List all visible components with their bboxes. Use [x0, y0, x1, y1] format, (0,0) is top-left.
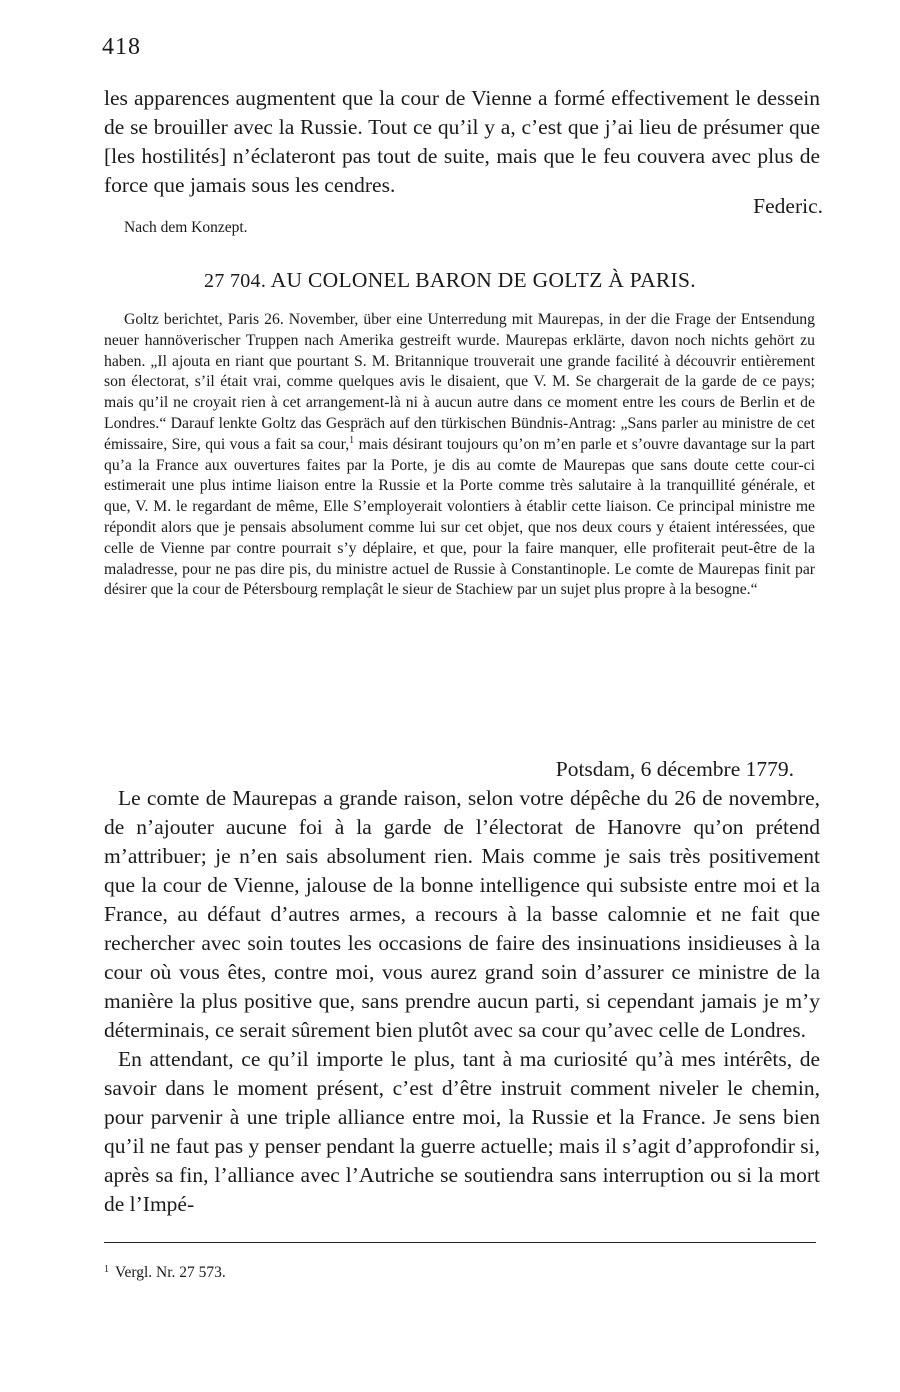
footnote-divider: [104, 1242, 816, 1243]
date-line: Potsdam, 6 décembre 1779.: [555, 757, 794, 781]
letter-title: AU COLONEL BARON DE GOLTZ À PARIS.: [270, 268, 696, 292]
source-note: Nach dem Konzept.: [124, 219, 248, 236]
footnote-reference: 1: [349, 434, 355, 446]
letter-heading: [0, 268, 900, 293]
letter-number: 27 704.: [204, 270, 267, 292]
summary-text-continued: mais désirant toujours qu’on m’en parle et s’ouvre davantage sur la part qu’a la France aux ouvertures faites par la Porte, je dis au comte de Maurepas que sans doute cette cour-ci estimerait une plus intime liaison entre la Russie et la Porte comme très salutaire à la tranquillité générale, et que, V. M. le regardant de même, Elle S’employerait volontiers à établir cette liaison. Ce principal ministre me répondit alors que je pensais absolument comme lui sur cet objet, que nos deux cours y étaient intéressées, que celle de Vienne par contre pourrait s’y déplaire, et que, pour la faire manquer, elle profiterait peut-être de la maladresse, pour ne pas dire pis, du ministre actuel de Russie à Constantinople. Le comte de Maurepas finit par désirer que la cour de Pétersbourg remplaçât le sieur de Stachiew par un sujet plus propre à la besogne.“: [104, 435, 816, 599]
summary-block: [104, 310, 815, 601]
summary-text: Goltz berichtet, Paris 26. November, über eine Unterredung mit Maurepas, in der die Frage der Entsendung neuer hannöverischer Truppen nach Amerika gestreift wurde. Maurepas erklärte, davon noch nichts gehört zu haben. „Il ajouta en riant que pourtant S. M. Britannique trouverait une grande facilité à découvrir entièrement son électorat, s’il était vrai, comme quelques avis le disaient, que V. M. Se chargerait de la garde de ce pays; mais qu’il ne croyait rien à cet arrangement-là ni à aucun autre dans ce moment entre les cours de Berlin et de Londres.“ Darauf lenkte Goltz das Gespräch auf den türkischen Bündnis-Antrag: „Sans parler au ministre de cet émissaire, Sire, qui vous a fait sa cour,: [104, 311, 815, 453]
body-paragraph-1: Le comte de Maurepas a grande raison, selon votre dépêche du 26 de novembre, de n’ajouter aucune foi à la garde de l’électorat de Hanovre qu’on prétend m’attribuer; je n’en sais absolument rien. Mais comme je sais très positivement que la cour de Vienne, jalouse de la bonne intelligence qui subsiste entre moi et la France, au défaut d’autres armes, a recours à la basse calomnie et ne fait que rechercher avec soin toutes les occasions de faire des insinuations insidieuses à la cour où vous êtes, contre moi, vous aurez grand soin d’assurer ce ministre de la manière la plus positive que, sans prendre aucun parti, si cependant jamais je m’y déterminais, ce serait sûrement bien plutôt avec sa cour qu’avec celle de Londres.: [104, 786, 820, 1042]
intro-text: les apparences augmentent que la cour de Vienne a formé effectivement le dessein de se brouiller avec la Russie. Tout ce qu’il y a, c’est que j’ai lieu de présumer que [les hostilités] n’éclateront pas tout de suite, mais que le feu couvera avec plus de force que jamais sous les cendres.: [104, 86, 820, 197]
footnote: [104, 1264, 226, 1282]
body-paragraph-2: En attendant, ce qu’il importe le plus, tant à ma curiosité qu’à mes intérêts, de savoir dans le moment présent, c’est d’être instruit comment niveler le chemin, pour parvenir à une triple alliance entre moi, la Russie et la France. Je sens bien qu’il ne faut pas y penser pendant la guerre actuelle; mais il s’agit d’approfondir si, après sa fin, l’alliance avec l’Autriche se soutiendra sans interruption ou si la mort de l’Impé-: [104, 1047, 820, 1216]
letter-body: [104, 784, 820, 1219]
intro-paragraph: [104, 84, 820, 200]
footnote-text: Vergl. Nr. 27 573.: [115, 1264, 226, 1281]
signature: Federic.: [753, 194, 823, 218]
summary-paragraph: [104, 310, 815, 601]
page-number: 418: [102, 34, 141, 60]
footnote-number: 1: [104, 1264, 109, 1275]
